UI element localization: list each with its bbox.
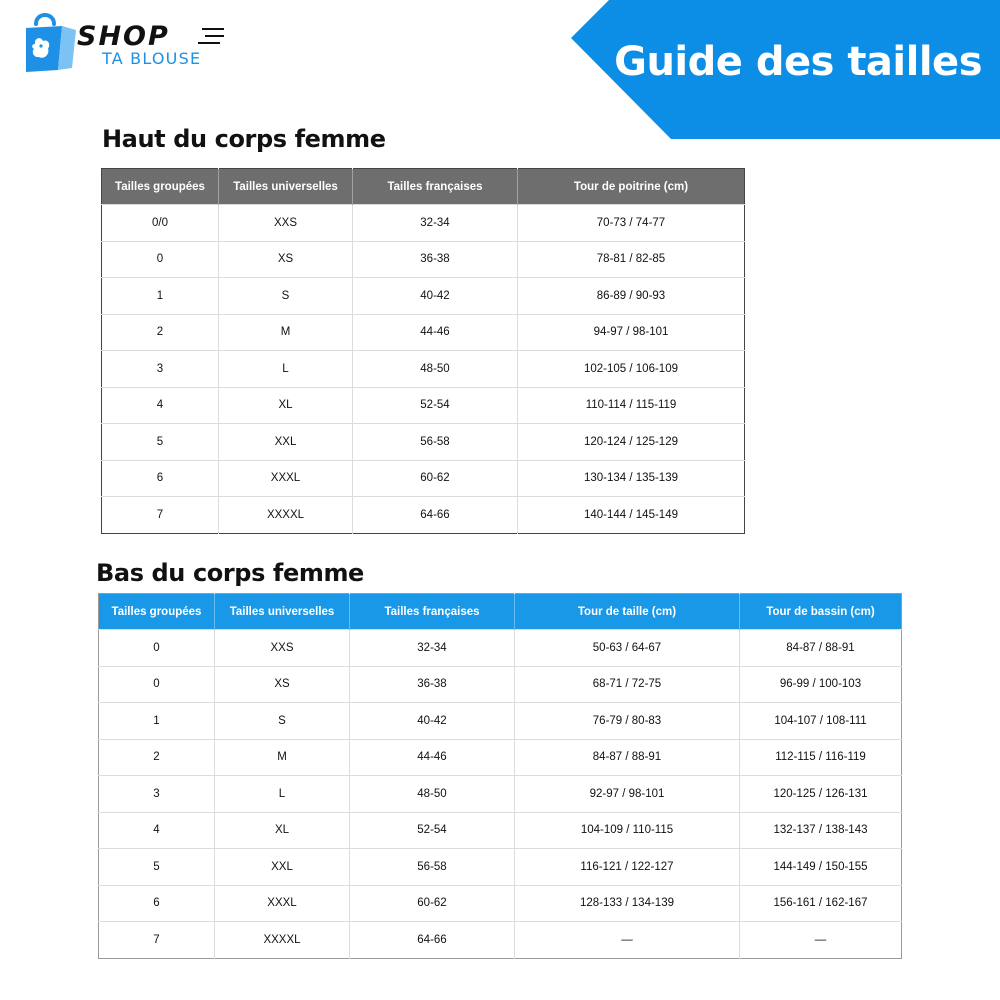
table-cell: 4	[99, 812, 215, 849]
column-header: Tailles groupées	[99, 594, 215, 630]
table-row	[102, 314, 745, 351]
table-cell: 48-50	[350, 776, 515, 813]
title-banner	[571, 0, 1000, 139]
table-row	[102, 205, 745, 242]
table-cell: 84-87 / 88-91	[515, 739, 740, 776]
table-cell: XL	[219, 387, 353, 424]
table-cell: 1	[102, 278, 219, 315]
column-header: Tour de poitrine (cm)	[573, 180, 689, 193]
table-cell: 86-89 / 90-93	[518, 278, 745, 315]
table-row	[102, 351, 745, 388]
table-cell: 84-87 / 88-91	[740, 630, 902, 667]
table-cell: 32-34	[353, 205, 518, 242]
table-cell: 112-115 / 116-119	[740, 739, 902, 776]
table-cell: 5	[99, 849, 215, 886]
table-cell: 94-97 / 98-101	[518, 314, 745, 351]
table-cell: 130-134 / 135-139	[518, 460, 745, 497]
table-cell: 32-34	[350, 630, 515, 667]
brand-name: SHOP	[77, 21, 170, 52]
column-header: Tailles françaises	[350, 594, 515, 630]
table-cell: 40-42	[350, 703, 515, 740]
table-cell: M	[219, 314, 353, 351]
table-cell: 156-161 / 162-167	[740, 885, 902, 922]
table-cell: 140-144 / 145-149	[518, 497, 745, 534]
table-cell: 92-97 / 98-101	[515, 776, 740, 813]
table-cell: 5	[102, 424, 219, 461]
table-cell: 0	[99, 630, 215, 667]
table-cell: 52-54	[353, 387, 518, 424]
table-cell: 104-109 / 110-115	[515, 812, 740, 849]
table-cell: 110-114 / 115-119	[518, 387, 745, 424]
table-cell: 120-124 / 125-129	[518, 424, 745, 461]
table-cell: XXXXL	[215, 922, 350, 959]
table-row	[99, 666, 902, 703]
column-header: Tour de taille (cm)	[515, 594, 740, 630]
table-cell: XXS	[219, 205, 353, 242]
table-cell: 128-133 / 134-139	[515, 885, 740, 922]
table-cell: 0	[99, 666, 215, 703]
table-cell: L	[215, 776, 350, 813]
table-row	[102, 497, 745, 534]
table-cell: 7	[102, 497, 219, 534]
table-cell: XXS	[215, 630, 350, 667]
table-cell: XS	[219, 241, 353, 278]
table-cell: XXXL	[219, 460, 353, 497]
table-row	[102, 460, 745, 497]
table-cell: —	[515, 922, 740, 959]
brand-tagline: TA BLOUSE	[102, 49, 202, 68]
section-title-bottom: Bas du corps femme	[96, 559, 364, 587]
table-cell: 64-66	[353, 497, 518, 534]
table-row	[99, 885, 902, 922]
table-cell: 7	[99, 922, 215, 959]
column-header: Tailles françaises	[353, 169, 518, 205]
table-header-row	[102, 169, 745, 205]
table-cell: 44-46	[353, 314, 518, 351]
table-cell: 96-99 / 100-103	[740, 666, 902, 703]
table-cell: XXXL	[215, 885, 350, 922]
table-cell: 50-63 / 64-67	[515, 630, 740, 667]
table-cell: 40-42	[353, 278, 518, 315]
table-cell: S	[219, 278, 353, 315]
table-cell: 104-107 / 108-111	[740, 703, 902, 740]
table-cell: 3	[102, 351, 219, 388]
size-table-bottom	[98, 593, 902, 959]
table-cell: 76-79 / 80-83	[515, 703, 740, 740]
size-table-top	[101, 168, 745, 534]
table-row	[99, 630, 902, 667]
table-cell: 6	[102, 460, 219, 497]
table-cell: 2	[102, 314, 219, 351]
column-header: Tailles groupées	[102, 169, 219, 205]
column-header: Tailles universelles	[219, 169, 353, 205]
table-cell: 44-46	[350, 739, 515, 776]
page-title: Guide des tailles	[614, 39, 982, 85]
column-header: Tour de bassin (cm)	[766, 605, 875, 618]
table-cell: 36-38	[353, 241, 518, 278]
table-row	[102, 387, 745, 424]
table-cell: 68-71 / 72-75	[515, 666, 740, 703]
table-cell: 48-50	[353, 351, 518, 388]
table-cell: 3	[99, 776, 215, 813]
table-cell: 132-137 / 138-143	[740, 812, 902, 849]
table-cell: 1	[99, 703, 215, 740]
table-cell: 60-62	[353, 460, 518, 497]
table-cell: 120-125 / 126-131	[740, 776, 902, 813]
table-cell: XXL	[215, 849, 350, 886]
table-cell: L	[219, 351, 353, 388]
table-header-row	[99, 594, 902, 630]
table-cell: 0/0	[102, 205, 219, 242]
brand-logo[interactable]	[22, 10, 222, 80]
table-cell: 78-81 / 82-85	[518, 241, 745, 278]
table-row	[102, 424, 745, 461]
shopping-bag-icon	[22, 10, 82, 74]
table-cell: 56-58	[353, 424, 518, 461]
table-cell: XL	[215, 812, 350, 849]
table-cell: 0	[102, 241, 219, 278]
table-cell: XXL	[219, 424, 353, 461]
table-cell: 36-38	[350, 666, 515, 703]
table-cell: —	[740, 922, 902, 959]
table-cell: S	[215, 703, 350, 740]
table-cell: 64-66	[350, 922, 515, 959]
speed-lines-icon	[174, 25, 226, 49]
table-row	[99, 922, 902, 959]
table-row	[99, 812, 902, 849]
table-cell: 60-62	[350, 885, 515, 922]
table-cell: 116-121 / 122-127	[515, 849, 740, 886]
table-cell: 102-105 / 106-109	[518, 351, 745, 388]
table-cell: 6	[99, 885, 215, 922]
table-row	[99, 776, 902, 813]
table-row	[99, 703, 902, 740]
table-cell: 52-54	[350, 812, 515, 849]
table-row	[99, 849, 902, 886]
table-cell: M	[215, 739, 350, 776]
table-row	[102, 278, 745, 315]
column-header: Tailles universelles	[215, 594, 350, 630]
table-cell: 2	[99, 739, 215, 776]
table-cell: 70-73 / 74-77	[518, 205, 745, 242]
table-row	[102, 241, 745, 278]
table-cell: XS	[215, 666, 350, 703]
table-cell: XXXXL	[219, 497, 353, 534]
section-title-top: Haut du corps femme	[102, 125, 386, 153]
table-cell: 4	[102, 387, 219, 424]
table-cell: 144-149 / 150-155	[740, 849, 902, 886]
table-cell: 56-58	[350, 849, 515, 886]
table-row	[99, 739, 902, 776]
